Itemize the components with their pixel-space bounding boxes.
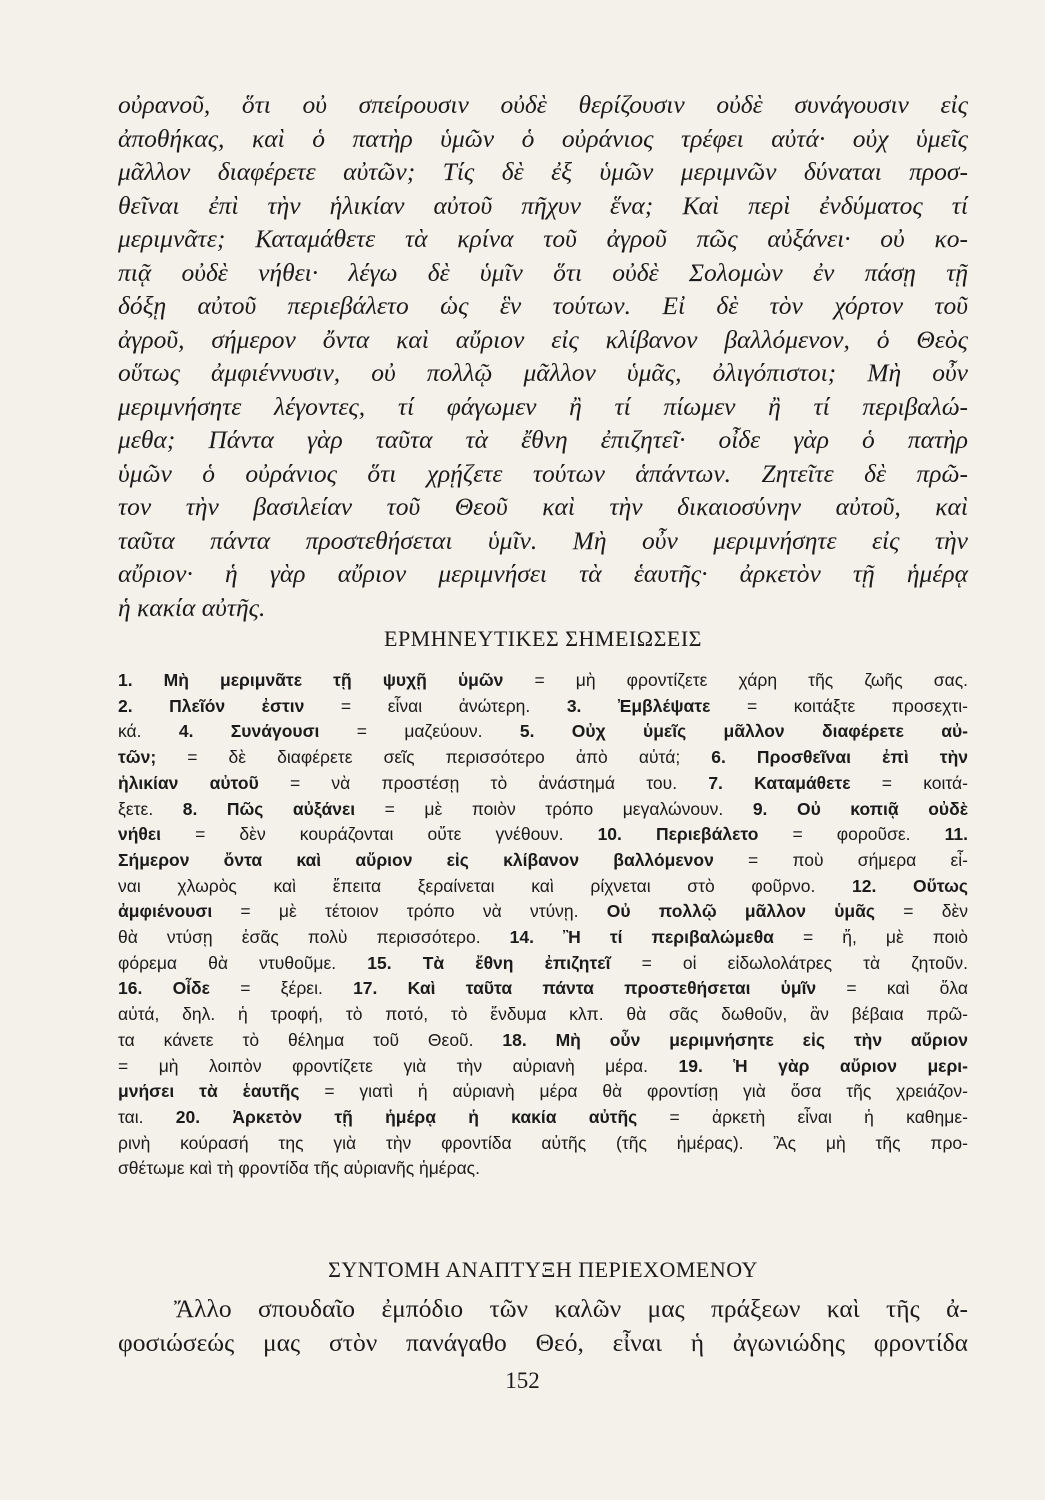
text-line: πιᾷ οὐδὲ νήθει· λέγω δὲ ὑμῖν ὅτι οὐδὲ Σολομὼν ἐν πάσῃ τῇ: [118, 257, 968, 287]
note-gloss: = μὴ λοιπὸν φροντίζετε γιὰ τὴν αὐριανὴ μέρα.: [118, 1055, 679, 1076]
note-term: ἡλικίαν αὐτοῦ: [118, 772, 259, 793]
note-term: 3. Ἐμβλέψατε: [566, 695, 711, 716]
note-gloss: = γιατὶ ἡ αὐριανὴ μέρα θὰ φροντίσῃ γιὰ ὅσα τῆς χρειάζον-: [299, 1081, 968, 1102]
note-gloss: κά.: [118, 721, 179, 742]
note-gloss: = φοροῦσε.: [758, 824, 945, 845]
note-gloss: = νὰ προστέσῃ τὸ ἀνάστημά του.: [258, 772, 709, 793]
note-term: 12. Οὕτως: [852, 875, 968, 896]
main-text: [118, 88, 968, 624]
text-line: οὕτως ἀμφιέννυσιν, οὐ πολλῷ μᾶλλον ὑμᾶς, ὀλιγόπιστοι; Μὴ οὖν: [118, 358, 968, 387]
heading-summary: ΣΥΝΤΟΜΗ ΑΝΑΠΤΥΞΗ ΠΕΡΙΕΧΟΜΕΝΟΥ: [328, 1257, 758, 1282]
note-term: 2. Πλεῖόν ἐστιν: [118, 695, 305, 716]
text-line: ὑμῶν ὁ οὐράνιος ὅτι χρῄζετε τούτων ἁπάντων. Ζητεῖτε δὲ πρῶ-: [118, 458, 968, 488]
text-line: μεριμνᾶτε; Καταμάθετε τὰ κρίνα τοῦ ἀγροῦ πῶς αὐξάνει· οὐ κο-: [118, 224, 968, 253]
summary-line: φοσιώσεώς μας στὸν πανάγαθο Θεό, εἶναι ἡ ἀγωνιώδης φροντίδα: [118, 1327, 968, 1357]
note-line: [118, 694, 968, 720]
note-line: [118, 848, 968, 874]
text-line: μεριμνήσητε λέγοντες, τί φάγωμεν ἢ τί πίωμεν ἢ τί περιβαλώ-: [118, 391, 968, 421]
note-gloss: = δὲν: [875, 901, 968, 922]
text-line: μᾶλλον διαφέρετε αὐτῶν; Τίς δὲ ἐξ ὑμῶν μεριμνῶν δύναται προσ-: [118, 157, 968, 186]
note-gloss: = ποὺ σήμερα εἶ-: [713, 849, 968, 870]
note-line: [118, 951, 968, 977]
note-line: [118, 1028, 968, 1054]
note-gloss: ξετε.: [118, 798, 183, 819]
note-term: 5. Οὐχ ὑμεῖς μᾶλλον διαφέρετε αὐ-: [519, 721, 968, 742]
note-gloss: ναι χλωρὸς καὶ ἔπειτα ξεραίνεται καὶ ρίχνεται στὸ φοῦρνο.: [118, 875, 852, 896]
note-line: [118, 797, 968, 823]
note-line: [118, 874, 968, 900]
note-gloss: τα κάνετε τὸ θέλημα τοῦ Θεοῦ.: [118, 1029, 503, 1050]
note-gloss: = κοιτάξτε προσεχτι-: [710, 695, 968, 716]
text-line: δόξῃ αὐτοῦ περιεβάλετο ὡς ἓν τούτων. Εἰ δὲ τὸν χόρτον τοῦ: [118, 291, 968, 320]
note-line: [118, 925, 968, 951]
text-line: οὐρανοῦ, ὅτι οὐ σπείρουσιν οὐδὲ θερίζουσιν οὐδὲ συνάγουσιν εἰς: [118, 90, 968, 119]
note-line: [118, 976, 968, 1002]
notes-block: [118, 668, 968, 1182]
text-line: ἀποθήκας, καὶ ὁ πατὴρ ὑμῶν ὁ οὐράνιος τρέφει αὐτά· οὐχ ὑμεῖς: [118, 123, 968, 153]
note-line: [118, 1105, 968, 1131]
note-term: 9. Οὐ κοπιᾷ οὐδὲ: [752, 798, 969, 819]
note-term: 8. Πῶς αὐξάνει: [182, 798, 356, 819]
note-term: 6. Προσθεῖναι ἐπὶ τὴν: [711, 747, 968, 768]
note-gloss: = καὶ ὅλα: [816, 978, 968, 999]
note-gloss: σθέτωμε καὶ τὴ φροντίδα τῆς αὐριανῆς ἡμέρας.: [118, 1158, 480, 1179]
note-term: Σήμερον ὄντα καὶ αὔριον εἰς κλίβανον βαλλόμενον: [118, 849, 714, 870]
note-term: ἀμφιένουσι: [118, 901, 213, 922]
text-line: μεθα; Πάντα γὰρ ταῦτα τὰ ἔθνη ἐπιζητεῖ· οἶδε γὰρ ὁ πατὴρ: [118, 425, 968, 454]
note-line: [118, 1156, 968, 1182]
note-term: 10. Περιεβάλετο: [597, 824, 759, 845]
note-term: τῶν;: [118, 747, 157, 768]
note-term: 15. Τὰ ἔθνη ἐπιζητεῖ: [367, 952, 611, 973]
note-line: [118, 822, 968, 848]
note-gloss: = κοιτά-: [850, 772, 968, 793]
note-line: [118, 1131, 968, 1157]
note-gloss: = ἤ, μὲ ποιὸ: [773, 927, 968, 948]
note-gloss: = ἀρκετὴ εἶναι ἡ καθημε-: [637, 1106, 968, 1127]
note-gloss: αὐτά, δηλ. ἡ τροφή, τὸ ποτό, τὸ ἔνδυμα κλπ. θὰ σᾶς δωθοῦν, ἂν βέβαια πρῶ-: [118, 1004, 968, 1025]
note-gloss: = μὲ τέτοιον τρόπο νὰ ντύνῃ.: [212, 901, 607, 922]
note-gloss: φόρεμα θὰ ντυθοῦμε.: [118, 952, 368, 973]
note-line: [118, 1079, 968, 1105]
heading-notes: ΕΡΜΗΝΕΥΤΙΚΕΣ ΣΗΜΕΙΩΣΕΙΣ: [384, 626, 702, 651]
page-number: 152: [505, 1368, 540, 1393]
note-gloss: = εἶναι ἀνώτερη.: [304, 695, 567, 716]
summary-line: Ἄλλο σπουδαῖο ἐμπόδιο τῶν καλῶν μας πράξεων καὶ τῆς ἀ-: [174, 1294, 968, 1323]
note-term: 1. Μὴ μεριμνᾶτε τῇ ψυχῇ ὑμῶν: [118, 670, 504, 690]
note-term: 4. Συνάγουσι: [178, 721, 320, 742]
note-term: 7. Καταμάθετε: [708, 772, 851, 793]
note-gloss: θὰ ντύσῃ ἐσᾶς πολὺ περισσότερο.: [118, 927, 510, 948]
note-line: [118, 899, 968, 925]
note-gloss: ρινὴ κούρασή της γιὰ τὴν φροντίδα αὐτῆς (τῆς ἡμέρας). Ἂς μὴ τῆς προ-: [118, 1132, 968, 1153]
note-line: [118, 719, 968, 745]
note-gloss: = ξέρει.: [209, 978, 354, 999]
note-gloss: = μὲ ποιὸν τρόπο μεγαλώνουν.: [355, 798, 753, 819]
note-term: 14. Ἢ τί περιβαλώμεθα: [509, 927, 774, 948]
note-gloss: = δὲν κουράζονται οὔτε γνέθουν.: [161, 824, 598, 845]
text-line: ἀγροῦ, σήμερον ὄντα καὶ αὔριον εἰς κλίβανον βαλλόμενον, ὁ Θεὸς: [118, 324, 968, 354]
note-gloss: ται.: [118, 1106, 176, 1127]
note-term: 20. Ἀρκετὸν τῇ ἡμέρᾳ ἡ κακία αὐτῆς: [175, 1106, 638, 1127]
note-term: 16. Οἶδε: [118, 978, 210, 999]
note-term: 11.: [944, 824, 968, 845]
note-line: [118, 1054, 968, 1080]
note-term: Οὐ πολλῷ μᾶλλον ὑμᾶς: [606, 901, 876, 922]
text-line: ταῦτα πάντα προστεθήσεται ὑμῖν. Μὴ οὖν μεριμνήσητε εἰς τὴν: [118, 525, 968, 555]
text-line: τον τὴν βασιλείαν τοῦ Θεοῦ καὶ τὴν δικαιοσύνην αὐτοῦ, καὶ: [118, 492, 968, 521]
text-line: ἡ κακία αὐτῆς.: [118, 592, 266, 622]
note-line: [118, 1002, 968, 1028]
note-gloss: = δὲ διαφέρετε σεῖς περισσότερο ἀπὸ αὐτά;: [156, 747, 712, 768]
note-gloss: = μὴ φροντίζετε χάρη τῆς ζωῆς σας.: [503, 670, 969, 690]
note-line: [118, 771, 968, 797]
text-line: θεῖναι ἐπὶ τὴν ἡλικίαν αὐτοῦ πῆχυν ἕνα; Καὶ περὶ ἐνδύματος τί: [118, 190, 968, 220]
note-term: μνήσει τὰ ἑαυτῆς: [118, 1081, 300, 1102]
summary-text: [118, 1292, 968, 1359]
note-line: [118, 745, 968, 771]
note-term: 17. Καὶ ταῦτα πάντα προστεθήσεται ὑμῖν: [353, 978, 817, 999]
note-term: νήθει: [118, 824, 162, 845]
note-term: 19. Ἡ γὰρ αὔριον μερι-: [678, 1055, 968, 1076]
note-gloss: = μαζεύουν.: [319, 721, 520, 742]
note-term: 18. Μὴ οὖν μεριμνήσητε εἰς τὴν αὔριον: [502, 1029, 968, 1050]
text-line: αὔριον· ἡ γὰρ αὔριον μεριμνήσει τὰ ἑαυτῆς· ἀρκετὸν τῇ ἡμέρᾳ: [118, 559, 968, 588]
note-line: [118, 668, 968, 694]
note-gloss: = οἱ εἰδωλολάτρες τὰ ζητοῦν.: [610, 952, 968, 973]
